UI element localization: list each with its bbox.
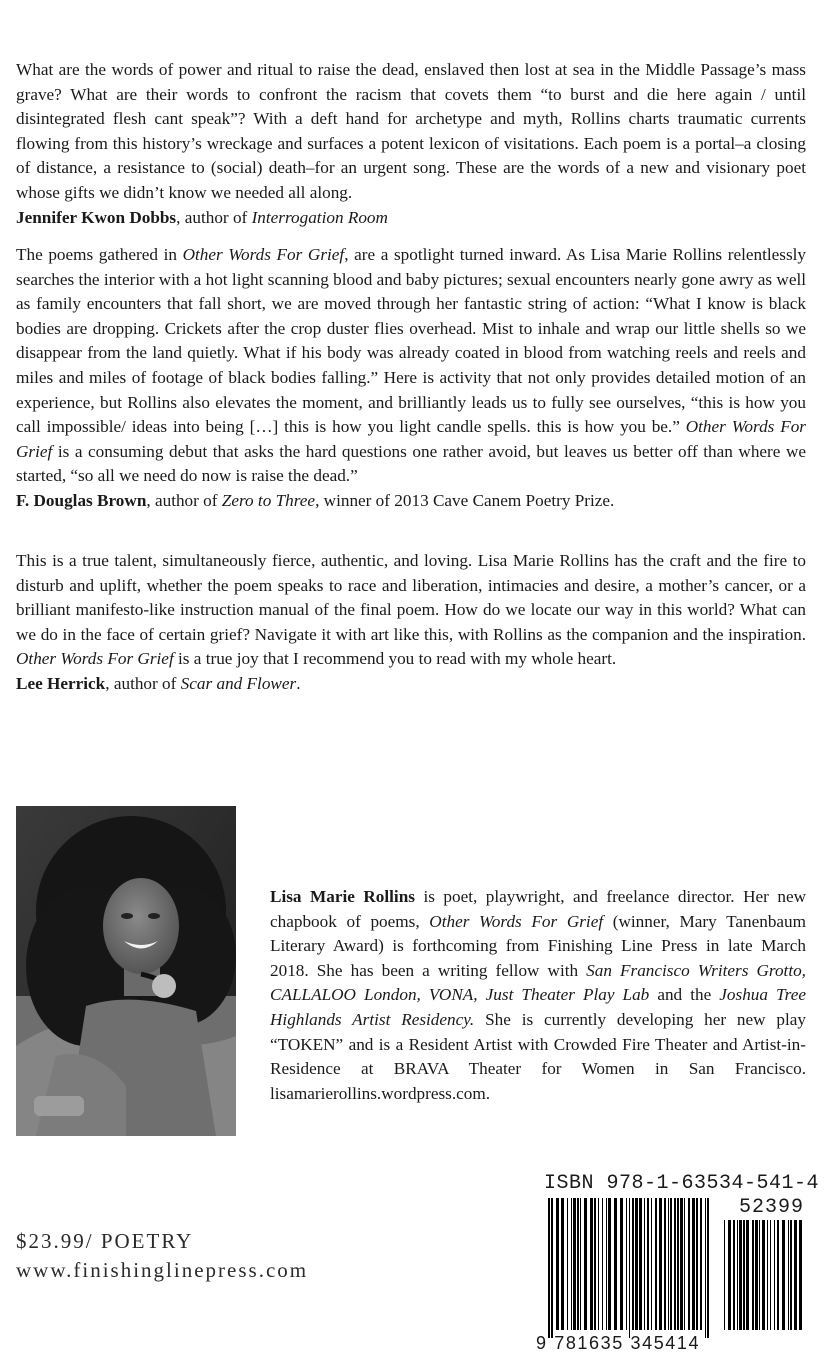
- publisher-website: www.finishinglinepress.com: [16, 1258, 309, 1282]
- barcode-bar: [752, 1220, 754, 1330]
- barcode-bar: [705, 1198, 706, 1338]
- barcode-bar: [684, 1198, 685, 1330]
- review-text: [16, 243, 806, 489]
- review-attribution: [16, 206, 806, 231]
- italic-run: Other Words For Grief: [16, 649, 174, 669]
- ean-digits: 9 781635 345414: [536, 1333, 701, 1353]
- barcode-bar: [777, 1220, 779, 1330]
- italic-run: Scar and Flower: [180, 673, 297, 693]
- barcode-bar: [664, 1198, 666, 1330]
- barcode-bar: [724, 1220, 725, 1330]
- italic-run: Other Words For Grief: [429, 911, 604, 931]
- barcode-bar: [573, 1198, 576, 1330]
- text-run: is a consuming debut that asks the hard questions one rather avoid, but leaves us better off than where we started, “so all we need do now is raise the dead.”: [16, 441, 806, 486]
- isbn-barcode: [534, 1168, 820, 1360]
- bold-run: Lee Herrick: [16, 673, 106, 693]
- barcode-bar: [639, 1198, 642, 1330]
- barcode-bar: [620, 1198, 623, 1330]
- barcode-bar: [733, 1220, 735, 1330]
- text-run: , author of: [105, 673, 181, 693]
- barcode-bar: [556, 1198, 559, 1330]
- italic-run: Zero to Three: [221, 490, 316, 510]
- barcode-bar: [762, 1220, 765, 1330]
- barcode-bar: [635, 1198, 638, 1330]
- barcode-bar: [655, 1198, 657, 1330]
- barcode-bar: [580, 1198, 581, 1330]
- text-run: , author of: [176, 207, 252, 227]
- barcode-bar: [790, 1220, 792, 1330]
- text-run: is a true joy that I recommend you to read with my whole heart.: [173, 649, 617, 669]
- review-blurb-3: [16, 549, 806, 697]
- barcode-bar: [606, 1198, 607, 1330]
- italic-run: San Francisco Writers Grotto, CALLALOO London, VONA, Just Theater Play Lab: [270, 960, 806, 1005]
- barcode-bar: [680, 1198, 683, 1330]
- italic-run: Interrogation Room: [251, 207, 388, 227]
- bold-run: Lisa Marie Rollins: [270, 887, 415, 906]
- barcode-bar: [746, 1220, 749, 1330]
- barcode-bar: [670, 1198, 672, 1330]
- barcode-bar: [799, 1220, 802, 1330]
- barcode-bar: [594, 1198, 596, 1330]
- barcode-bar: [584, 1198, 587, 1330]
- text-run: (winner, Mary Tanenbaum Literary Award) is forthcoming from Finishing Line Press in late March 2018. She has been a writing fellow with: [270, 911, 806, 980]
- barcode-bar: [651, 1198, 652, 1330]
- barcode-bar: [644, 1198, 645, 1330]
- barcode-bar: [608, 1198, 611, 1330]
- author-bio: [270, 885, 806, 1106]
- isbn-label: ISBN 978-1-63534-541-4: [544, 1172, 820, 1195]
- text-run: The poems gathered in: [16, 245, 183, 264]
- barcode-bar: [755, 1220, 758, 1330]
- text-run: What are the words of power and ritual to raise the dead, enslaved then lost at sea in the Middle Passage’s mass grave? What are their words to confront the racism that covets them “to burst and die here again / until disintegrated flesh cant speak”? With a deft hand for archetype and myth, Rollins charts traumatic currents flowing from this history’s wreckage and surfaces a potent lexicon of visitations. Each poem is a portal–a closing of distance, a resistance to (social) death–for an urgent song. These are the words of a new and visionary poet whose gifts we didn’t know we needed all along.: [16, 60, 806, 202]
- review-blurb-1: [16, 58, 806, 230]
- barcode-bar: [668, 1198, 669, 1330]
- barcode-bar: [700, 1198, 702, 1330]
- price-code: 52399: [738, 1196, 804, 1219]
- barcode-bar: [794, 1220, 797, 1330]
- barcode-bar: [602, 1198, 603, 1330]
- review-attribution: [16, 489, 806, 514]
- bold-run: Jennifer Kwon Dobbs: [16, 207, 177, 227]
- barcode-bar: [632, 1198, 634, 1330]
- barcode-bar: [759, 1220, 760, 1330]
- text-run: , author of: [146, 490, 222, 510]
- barcode-bar: [774, 1220, 775, 1330]
- barcode-bar: [577, 1198, 579, 1330]
- author-photo: [16, 806, 236, 1136]
- barcode-bar: [674, 1198, 676, 1330]
- barcode-bar: [567, 1198, 568, 1330]
- italic-run: Other Words For Grief: [182, 245, 345, 264]
- bold-run: F. Douglas Brown: [16, 490, 147, 510]
- text-run: , are a spotlight turned inward. As Lisa Marie Rollins relentlessly searches the interior with a hot light scanning blood and baby pictures; sexual encounters nearly gone awry as well as family encounters that fall short, we are moved through her fantastic string of action: “What I know is black bodies are dropping. Crickets after the crop duster flies overhead. Mist to inhale and wrap our little shells so we disappear from the land quietly. What if his body was already coated in blood from watching reels and reels and miles and miles of footage of black bodies falling.” Here is activity that not only provides detailed motion of an experience, but Rollins also elevates the moment, and brilliantly leads us to fully see ourselves, “this is how you call impossible/ ideas into being […] this is how you light candle spells. this is how you be.”: [16, 245, 807, 437]
- review-blurb-2: [16, 243, 806, 514]
- barcode-bar: [677, 1198, 679, 1330]
- italic-run: Joshua Tree Highlands Artist Residency.: [270, 985, 806, 1029]
- italic-run: Other Words For Grief: [16, 417, 806, 461]
- barcode-bar: [737, 1220, 738, 1330]
- review-text: [16, 58, 806, 206]
- barcode-bar: [767, 1220, 768, 1330]
- text-run: She is currently developing her new play “TOKEN” and is a Resident Artist with Crowded Fire Theater and Artist-in-Residence at BRAVA Theater for Women in San Francisco. lisamarierollins.wordpress.com.: [270, 1009, 807, 1103]
- barcode-bar: [728, 1220, 731, 1330]
- barcode-bar: [614, 1198, 617, 1330]
- barcode-bar: [688, 1198, 690, 1330]
- price-category: $23.99/ POETRY: [16, 1229, 194, 1253]
- barcode-bar: [782, 1220, 785, 1330]
- barcode-bar: [770, 1220, 771, 1330]
- barcode-bar: [571, 1198, 572, 1330]
- review-text: [16, 549, 806, 672]
- text-run: This is a true talent, simultaneously fierce, authentic, and loving. Lisa Marie Rollins has the craft and the fire to disturb and uplift, whether the poem speaks to race and liberation, intimacies and desire, a mother’s cancer, or a brilliant manifesto-like instruction manual of the final poem. How do we locate our way in this world? What can we do in the face of certain grief? Navigate it with art like this, with Rollins as the companion and the inspiration.: [16, 551, 806, 644]
- barcode-bar: [696, 1198, 698, 1330]
- author-portrait-image: [16, 806, 236, 1136]
- barcode-bar: [590, 1198, 593, 1330]
- barcode-bar: [548, 1198, 550, 1338]
- barcode-bar: [551, 1198, 553, 1338]
- text-run: , winner of 2013 Cave Canem Poetry Prize.: [315, 490, 615, 510]
- review-attribution: [16, 672, 806, 697]
- barcode-bar: [626, 1198, 627, 1330]
- text-run: and the: [649, 985, 720, 1005]
- text-run: .: [296, 673, 301, 693]
- barcode-bar: [647, 1198, 649, 1330]
- barcode-bar: [739, 1220, 742, 1330]
- barcode-bar: [707, 1198, 709, 1338]
- barcode-bar: [629, 1198, 630, 1338]
- barcode-bar: [561, 1198, 564, 1330]
- barcode-bar: [659, 1198, 662, 1330]
- barcode-bar: [743, 1220, 745, 1330]
- barcode-bar: [598, 1198, 599, 1330]
- text-run: is poet, playwright, and freelance director. Her new chapbook of poems,: [270, 887, 806, 931]
- barcode-bar: [788, 1220, 789, 1330]
- barcode-bar: [692, 1198, 695, 1330]
